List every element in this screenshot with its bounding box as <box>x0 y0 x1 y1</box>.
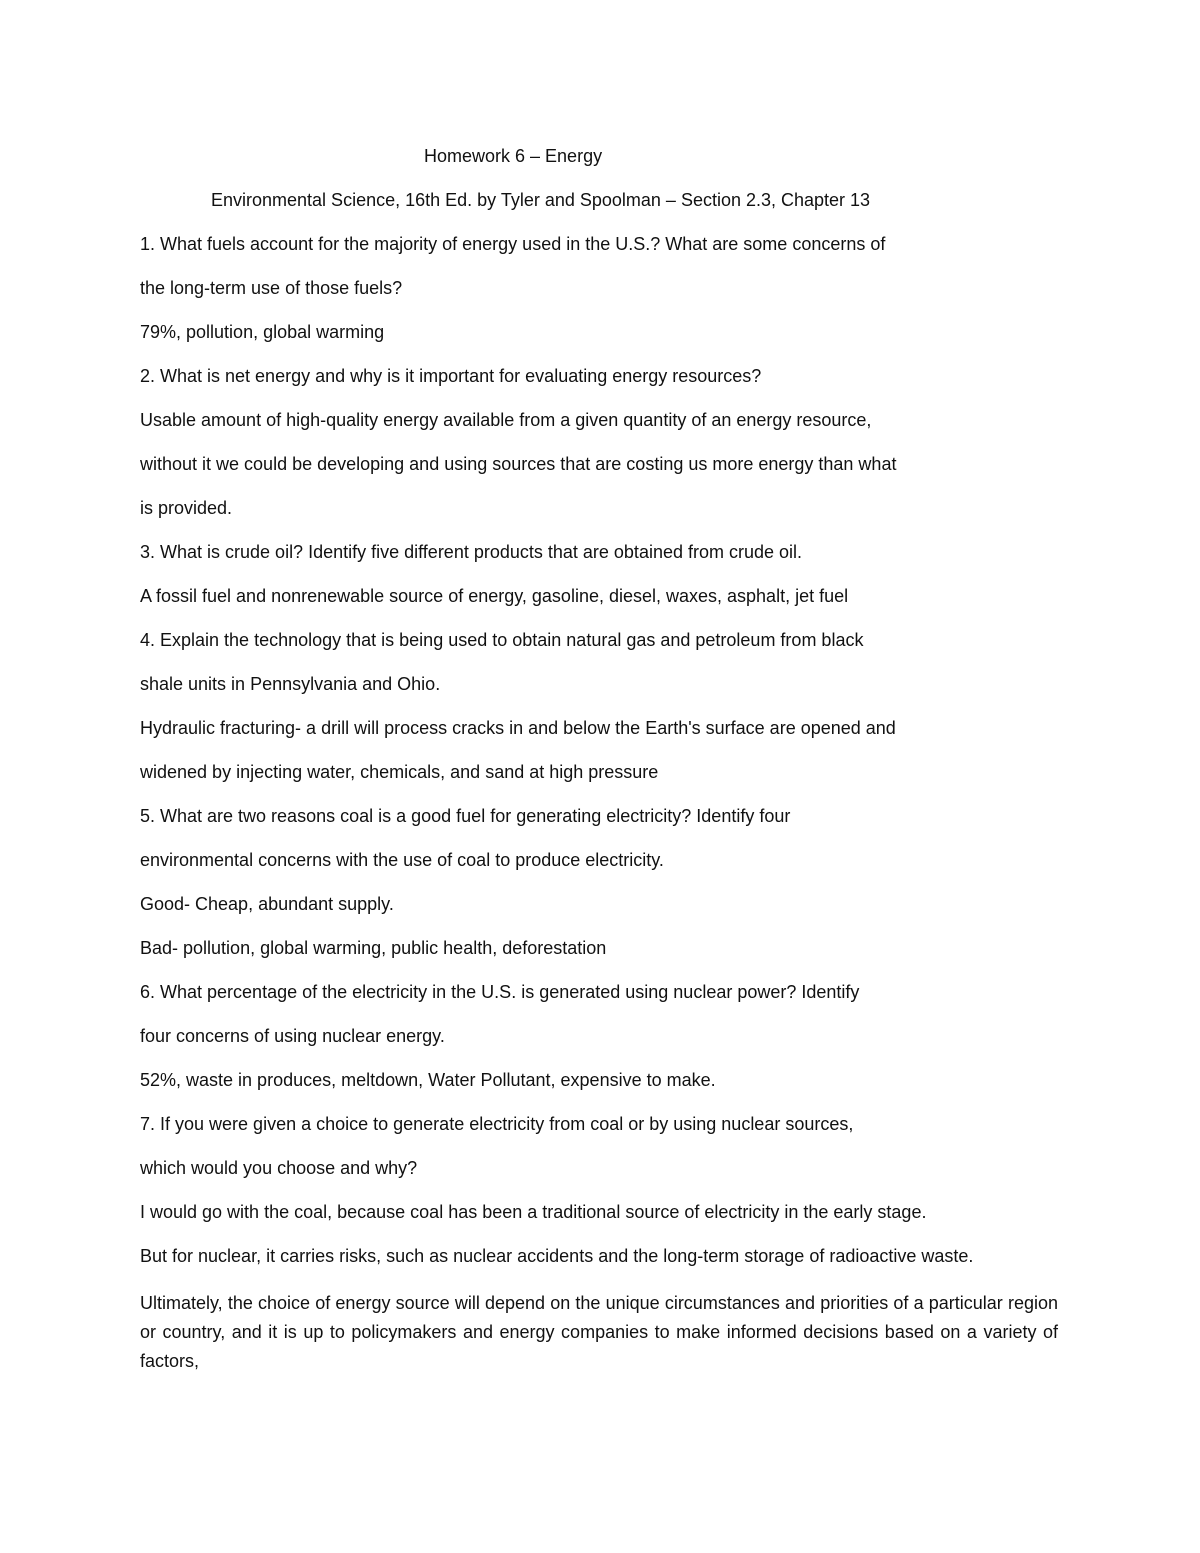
question-3: 3. What is crude oil? Identify five different products that are obtained from crude oil. <box>140 542 803 562</box>
answer-7-conclusion: Ultimately, the choice of energy source will depend on the unique circumstances and priorities of a particular region or country, and it is up to policymakers and energy companies to make informed decisions based on a variety of factors, <box>140 1293 1058 1371</box>
question-7-line-2: which would you choose and why? <box>140 1158 418 1178</box>
document-title: Homework 6 – Energy <box>424 146 603 166</box>
answer-7-line-1: I would go with the coal, because coal has been a traditional source of electricity in the early stage. <box>140 1202 927 1222</box>
question-7-line-1: 7. If you were given a choice to generate electricity from coal or by using nuclear sources, <box>140 1114 854 1134</box>
answer-2-line-3: is provided. <box>140 498 233 518</box>
question-2: 2. What is net energy and why is it important for evaluating energy resources? <box>140 366 762 386</box>
answer-5-bad: Bad- pollution, global warming, public health, deforestation <box>140 938 607 958</box>
question-4-line-1: 4. Explain the technology that is being used to obtain natural gas and petroleum from black <box>140 630 864 650</box>
answer-4-line-2: widened by injecting water, chemicals, and sand at high pressure <box>140 762 659 782</box>
question-5-line-2: environmental concerns with the use of coal to produce electricity. <box>140 850 664 870</box>
answer-4-line-1: Hydraulic fracturing- a drill will process cracks in and below the Earth's surface are opened and <box>140 718 896 738</box>
question-1-line-2: the long-term use of those fuels? <box>140 278 403 298</box>
answer-3: A fossil fuel and nonrenewable source of energy, gasoline, diesel, waxes, asphalt, jet fuel <box>140 586 849 606</box>
answer-2-line-1: Usable amount of high-quality energy available from a given quantity of an energy resource, <box>140 410 872 430</box>
question-1-line-1: 1. What fuels account for the majority of energy used in the U.S.? What are some concerns of <box>140 234 886 254</box>
answer-2-line-2: without it we could be developing and using sources that are costing us more energy than what <box>140 454 897 474</box>
answer-1: 79%, pollution, global warming <box>140 322 385 342</box>
document-subtitle: Environmental Science, 16th Ed. by Tyler and Spoolman – Section 2.3, Chapter 13 <box>211 190 871 210</box>
answer-7-line-2: But for nuclear, it carries risks, such as nuclear accidents and the long-term storage of radioactive waste. <box>140 1246 974 1266</box>
question-6-line-1: 6. What percentage of the electricity in the U.S. is generated using nuclear power? Identify <box>140 982 860 1002</box>
answer-6: 52%, waste in produces, meltdown, Water Pollutant, expensive to make. <box>140 1070 716 1090</box>
question-4-line-2: shale units in Pennsylvania and Ohio. <box>140 674 441 694</box>
question-6-line-2: four concerns of using nuclear energy. <box>140 1026 445 1046</box>
answer-5-good: Good- Cheap, abundant supply. <box>140 894 394 914</box>
question-5-line-1: 5. What are two reasons coal is a good fuel for generating electricity? Identify four <box>140 806 791 826</box>
